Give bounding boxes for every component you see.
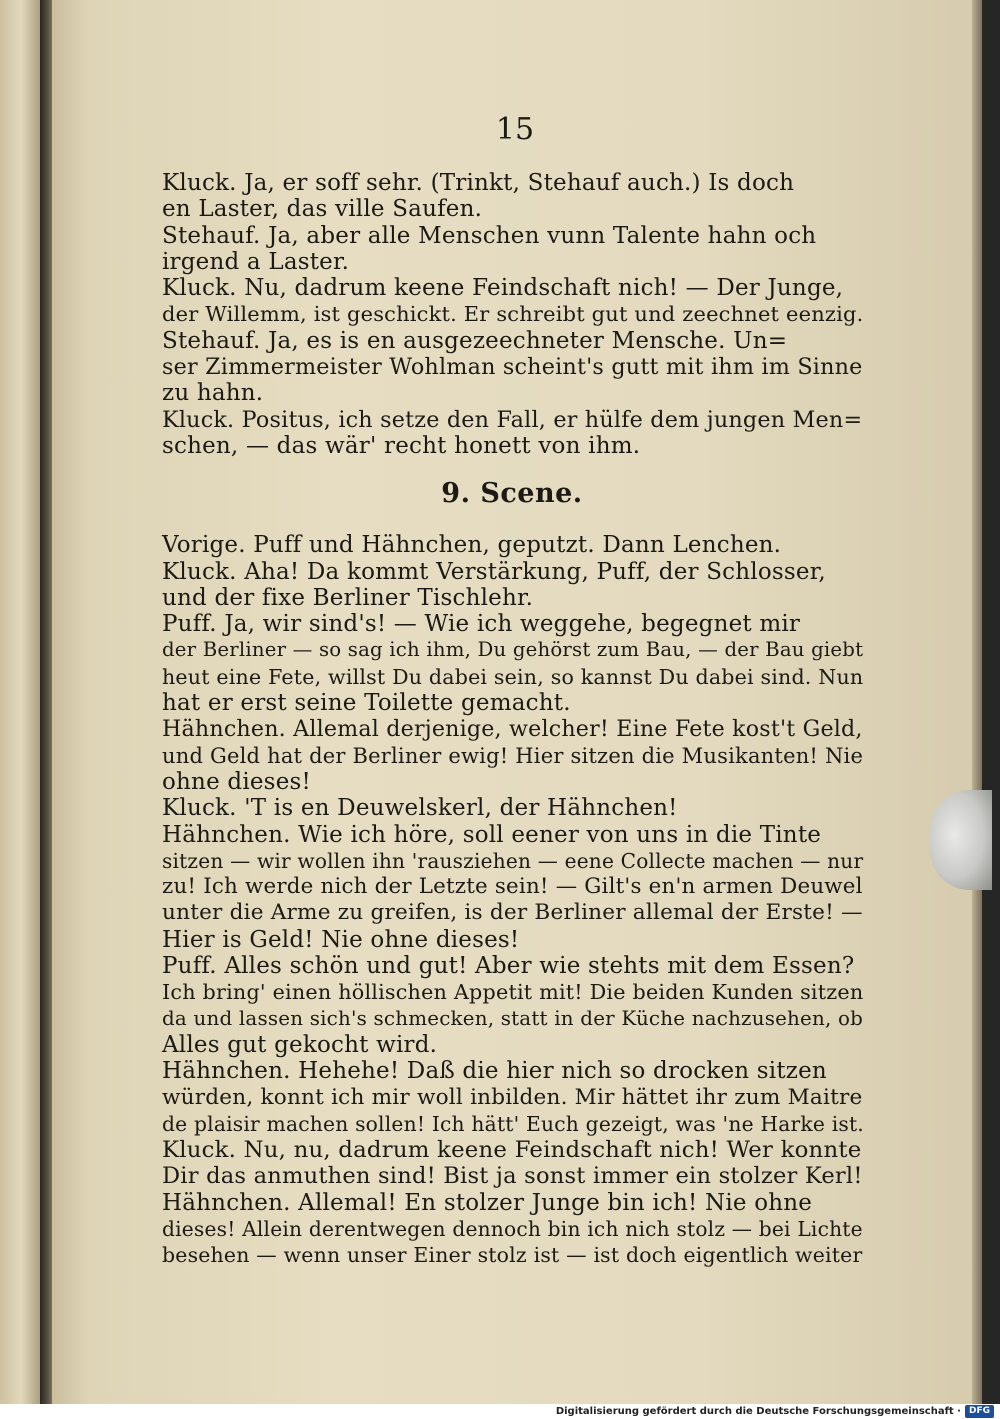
- digitization-footer: [0, 1404, 1000, 1419]
- text-line: der Willemm, ist geschickt. Er schreibt gut und zeechnet eenzig.: [162, 302, 864, 327]
- text-line: der Berliner — so sag ich ihm, Du gehörst zum Bau, — der Bau giebt: [162, 638, 864, 662]
- dfg-logo: DFG: [965, 1405, 994, 1418]
- page-number: 15: [495, 112, 535, 147]
- text-line: Hähnchen. Allemal! En stolzer Junge bin ich! Nie ohne: [162, 1189, 813, 1216]
- text-line: Vorige. Puff und Hähnchen, geputzt. Dann Lenchen.: [162, 532, 782, 559]
- text-line: Hähnchen. Allemal derjenige, welcher! Eine Fete kost't Geld,: [162, 716, 863, 743]
- scene-heading: 9. Scene.: [441, 478, 583, 510]
- text-line: da und lassen sich's schmecken, statt in der Küche nachzusehen, ob: [162, 1006, 864, 1030]
- text-line: dieses! Allein derentwegen dennoch bin ich nich stolz — bei Lichte: [162, 1216, 863, 1241]
- page-fore-edge: [972, 0, 982, 1405]
- text-line: Kluck. Positus, ich setze den Fall, er hülfe dem jungen Men=: [162, 406, 863, 433]
- book-page: [52, 0, 978, 1405]
- text-line: und der fixe Berliner Tischlehr.: [162, 584, 534, 611]
- text-line: Alles gut gekocht wird.: [162, 1031, 438, 1058]
- text-line: besehen — wenn unser Einer stolz ist — ist doch eigentlich weiter: [162, 1243, 863, 1268]
- text-line: hat er erst seine Toilette gemacht.: [162, 690, 571, 717]
- text-line: Kluck. Aha! Da kommt Verstärkung, Puff, der Schlosser,: [162, 558, 826, 585]
- text-line: Puff. Ja, wir sind's! — Wie ich weggehe, begegnet mir: [162, 611, 801, 638]
- text-line: und Geld hat der Berliner ewig! Hier sitzen die Musikanten! Nie: [162, 742, 864, 768]
- text-line: Puff. Alles schön und gut! Aber wie stehts mit dem Essen?: [162, 953, 855, 980]
- text-line: unter die Arme zu greifen, is der Berliner allemal der Erste! —: [162, 900, 863, 926]
- play-text: [162, 170, 862, 1269]
- text-line: schen, — das wär' recht honett von ihm.: [162, 432, 641, 459]
- text-line: Hähnchen. Wie ich höre, soll eener von uns in die Tinte: [162, 821, 822, 848]
- text-line: en Laster, das ville Saufen.: [162, 196, 483, 223]
- text-line: Kluck. 'T is en Deuwelskerl, der Hähnchen!: [162, 795, 678, 822]
- thumb-index-tab: [930, 790, 992, 890]
- text-line: Ich bring' einen höllischen Appetit mit! Die beiden Kunden sitzen: [162, 980, 864, 1005]
- text-line: irgend a Laster.: [162, 248, 350, 275]
- text-after-heading: [162, 532, 862, 1268]
- text-line: ohne dieses!: [162, 768, 311, 795]
- text-before-heading: [162, 170, 862, 459]
- text-line: de plaisir machen sollen! Ich hätt' Euch gezeigt, was 'ne Harke ist.: [162, 1111, 864, 1136]
- text-line: Stehauf. Ja, es is en ausgezeechneter Mensche. Un=: [162, 327, 788, 354]
- text-line: zu! Ich werde nich der Letzte sein! — Gilt's en'n armen Deuwel: [162, 874, 863, 900]
- text-line: Hähnchen. Hehehe! Daß die hier nich so drocken sitzen: [162, 1058, 827, 1085]
- text-line: heut eine Fete, willst Du dabei sein, so kannst Du dabei sind. Nun: [162, 664, 864, 689]
- footer-credit: Digitalisierung gefördert durch die Deutsche Forschungsgemeinschaft ·: [555, 1406, 961, 1417]
- text-line: Kluck. Nu, nu, dadrum keene Feindschaft nich! Wer konnte: [162, 1137, 862, 1164]
- text-line: sitzen — wir wollen ihn 'rausziehen — eene Collecte machen — nur: [162, 848, 864, 873]
- text-line: Hier is Geld! Nie ohne dieses!: [162, 926, 520, 953]
- text-line: Stehauf. Ja, aber alle Menschen vunn Talente hahn och: [162, 222, 817, 249]
- facing-page-edge: [0, 0, 42, 1419]
- text-line: ser Zimmermeister Wohlman scheint's gutt mit ihm im Sinne: [162, 354, 863, 381]
- text-line: Dir das anmuthen sind! Bist ja sonst immer ein stolzer Kerl!: [162, 1163, 863, 1190]
- text-line: zu hahn.: [162, 380, 264, 407]
- text-line: Kluck. Nu, dadrum keene Feindschaft nich! — Der Junge,: [162, 275, 844, 302]
- text-line: Kluck. Ja, er soff sehr. (Trinkt, Stehauf auch.) Is doch: [162, 170, 795, 196]
- text-line: würden, konnt ich mir woll inbilden. Mir hättet ihr zum Maitre: [162, 1084, 863, 1110]
